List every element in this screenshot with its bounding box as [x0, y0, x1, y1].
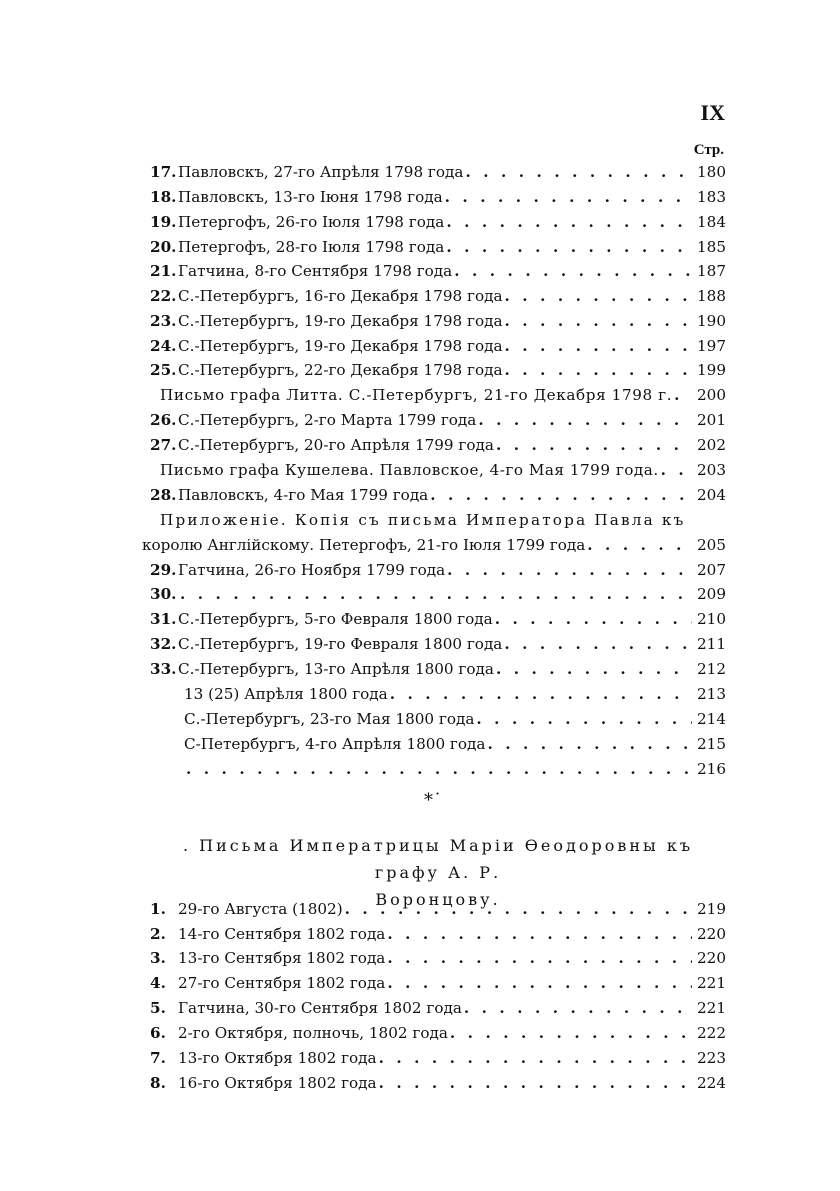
entry-text: Гатчина, 26-го Ноября 1799 года: [178, 561, 446, 579]
entry-text: Павловскъ, 4-го Мая 1799 года: [178, 486, 429, 504]
page-column-header: Стр.: [693, 142, 724, 158]
dot-leader: [496, 433, 692, 457]
dot-leader: [587, 533, 692, 557]
entry-number: 28.: [150, 486, 177, 504]
entry-text: Гатчина, 8-го Сентября 1798 года: [178, 262, 453, 280]
toc-sub-entry: [184, 682, 726, 706]
entry-text: С.-Петербургъ, 5-го Февраля 1800 года: [178, 610, 493, 628]
toc-entry: [150, 483, 726, 507]
dot-leader: [505, 358, 692, 382]
entry-page: 205: [697, 536, 726, 554]
dot-leader: [464, 996, 692, 1020]
entry-text: 2-го Октября, полночь, 1802 года: [178, 1024, 448, 1042]
toc-entry-litta-letter: [160, 383, 726, 407]
entry-page: 200: [697, 386, 726, 404]
entry-text: С-Петербургъ, 4-го Апрѣля 1800 года: [184, 735, 486, 753]
entry-text: 14-го Сентября 1802 года: [178, 925, 386, 943]
entry-page: 220: [697, 925, 726, 943]
entry-page: 222: [697, 1024, 726, 1042]
toc-entry: [150, 284, 726, 308]
toc-entry: [150, 1046, 726, 1070]
entry-page: 212: [697, 660, 726, 678]
dot-leader: [379, 1071, 692, 1095]
toc-entry: [150, 1021, 726, 1045]
toc-entry: [150, 971, 726, 995]
entry-text: Письмо графа Кушелева. Павловское, 4-го Мая 1799 года.: [160, 461, 659, 479]
dot-leader: [504, 632, 692, 656]
toc-entry: [150, 408, 726, 432]
entry-page: 224: [697, 1074, 726, 1092]
entry-text: 13-го Октября 1802 года: [178, 1049, 377, 1067]
page-number: IX: [700, 100, 725, 125]
dot-leader: [450, 1021, 692, 1045]
entry-text: С.-Петербургъ, 22-го Декабря 1798 года: [178, 361, 503, 379]
entry-number: 6.: [150, 1024, 166, 1042]
entry-page: 213: [697, 685, 726, 703]
entry-number: 1.: [150, 900, 166, 918]
entry-page: 199: [697, 361, 726, 379]
entry-number: 7.: [150, 1049, 166, 1067]
toc-entry: [150, 607, 726, 631]
dot-leader: [345, 897, 692, 921]
entry-number: 17.: [150, 163, 177, 181]
entry-number: 19.: [150, 213, 177, 231]
dot-leader: [454, 259, 692, 283]
entry-page: 183: [697, 188, 726, 206]
entry-number: 21.: [150, 262, 177, 280]
entry-text: С.-Петербургъ, 19-го Декабря 1798 года: [178, 337, 503, 355]
toc-entry: [150, 922, 726, 946]
toc-entry: [150, 657, 726, 681]
entry-page: 221: [697, 974, 726, 992]
toc-entry: [150, 259, 726, 283]
dot-leader: [387, 946, 692, 970]
toc-entry: [150, 358, 726, 382]
entry-text: Гатчина, 30-го Сентября 1802 года: [178, 999, 462, 1017]
entry-number: 2.: [150, 925, 166, 943]
appendix-line-1: Приложеніе. Копія съ письма Императора Павла къ: [160, 511, 686, 529]
entry-page: 190: [697, 312, 726, 330]
entry-text: королю Англійскому. Петергофъ, 21-го Іюля 1799 года: [142, 536, 586, 554]
toc-entry: [150, 1071, 726, 1095]
entry-number: 31.: [150, 610, 177, 628]
toc-entry: [150, 160, 726, 184]
entry-text: С.-Петербургъ, 2-го Марта 1799 года: [178, 411, 477, 429]
entry-text: Павловскъ, 13-го Іюня 1798 года: [178, 188, 443, 206]
dot-leader: [446, 210, 692, 234]
entry-page: 211: [697, 635, 726, 653]
entry-number: 27.: [150, 436, 177, 454]
entry-text: 16-го Октября 1802 года: [178, 1074, 377, 1092]
entry-number: 3.: [150, 949, 166, 967]
entry-page: 216: [697, 760, 726, 778]
dot-leader: [505, 284, 692, 308]
entry-page: 184: [697, 213, 726, 231]
entry-number: 4.: [150, 974, 166, 992]
entry-number: 18.: [150, 188, 177, 206]
entry-text: С.-Петербургъ, 13-го Апрѣля 1800 года: [178, 660, 494, 678]
entry-page: 180: [697, 163, 726, 181]
section-title-line-1: . Письма Императрицы Маріи Ѳеодоровны къ графу А. Р.: [183, 836, 693, 882]
toc-entry: [150, 235, 726, 259]
dot-leader: [661, 458, 692, 482]
entry-page: 223: [697, 1049, 726, 1067]
dot-leader: [478, 408, 692, 432]
toc-sub-entry: [184, 707, 726, 731]
entry-page: 219: [697, 900, 726, 918]
entry-page: 201: [697, 411, 726, 429]
entry-text: Петергофъ, 28-го Іюля 1798 года: [178, 238, 445, 256]
toc-entry: [150, 185, 726, 209]
dot-leader: [445, 185, 692, 209]
entry-page: 204: [697, 486, 726, 504]
appendix-line-2: [142, 533, 726, 557]
dot-leader: [674, 383, 692, 407]
entry-number: 32.: [150, 635, 177, 653]
dot-leader: [186, 757, 692, 781]
dot-leader: [387, 971, 692, 995]
toc-entry: [150, 334, 726, 358]
entry-number: 26.: [150, 411, 177, 429]
entry-text: С.-Петербургъ, 19-го Декабря 1798 года: [178, 312, 503, 330]
toc-entry: [150, 433, 726, 457]
entry-page: 187: [697, 262, 726, 280]
dot-leader: [465, 160, 692, 184]
toc-sub-entry: [184, 732, 726, 756]
ornament-asterisk: *˙: [424, 790, 442, 811]
entry-number: 23.: [150, 312, 177, 330]
entry-page: 220: [697, 949, 726, 967]
entry-page: 215: [697, 735, 726, 753]
dot-leader: [505, 309, 692, 333]
entry-number: 24.: [150, 337, 177, 355]
toc-entry: [150, 632, 726, 656]
entry-page: 197: [697, 337, 726, 355]
section-title-line-2: Воронцову.: [375, 890, 501, 909]
dot-leader: [430, 483, 692, 507]
entry-page: 185: [697, 238, 726, 256]
entry-text: 13 (25) Апрѣля 1800 года: [184, 685, 388, 703]
entry-number: 30.: [150, 585, 177, 603]
entry-text: С.-Петербургъ, 20-го Апрѣля 1799 года: [178, 436, 494, 454]
entry-page: 202: [697, 436, 726, 454]
entry-page: 203: [697, 461, 726, 479]
toc-sub-entry: [184, 757, 726, 781]
toc-entry-kushelev-letter: [160, 458, 726, 482]
entry-text: Петергофъ, 26-го Іюля 1798 года: [178, 213, 445, 231]
dot-leader: [496, 657, 692, 681]
entry-number: 33.: [150, 660, 177, 678]
dot-leader: [487, 732, 692, 756]
entry-page: 209: [697, 585, 726, 603]
entry-text: 29-го Августа (1802): [178, 900, 343, 918]
entry-text: С.-Петербургъ, 23-го Мая 1800 года: [184, 710, 475, 728]
entry-text: 13-го Сентября 1802 года: [178, 949, 386, 967]
dot-leader: [447, 558, 692, 582]
entry-text: 27-го Сентября 1802 года: [178, 974, 386, 992]
entry-text: Павловскъ, 27-го Апрѣля 1798 года: [178, 163, 464, 181]
entry-page: 207: [697, 561, 726, 579]
entry-text: Письмо графа Литта. С.-Петербургъ, 21-го Декабря 1798 г.: [160, 386, 673, 404]
dot-leader: [505, 334, 692, 358]
entry-text: С.-Петербургъ, 19-го Февраля 1800 года: [178, 635, 503, 653]
entry-page: 188: [697, 287, 726, 305]
entry-page: 214: [697, 710, 726, 728]
toc-entry: [150, 309, 726, 333]
dot-leader: [476, 707, 692, 731]
entry-number: 8.: [150, 1074, 166, 1092]
dot-leader: [379, 1046, 692, 1070]
toc-entry: [150, 996, 726, 1020]
entry-page: 221: [697, 999, 726, 1017]
entry-number: 29.: [150, 561, 177, 579]
entry-number: 25.: [150, 361, 177, 379]
dot-leader: [495, 607, 692, 631]
dot-leader: [180, 582, 692, 606]
dot-leader: [387, 922, 692, 946]
entry-number: 20.: [150, 238, 177, 256]
entry-page: 210: [697, 610, 726, 628]
toc-entry: [150, 946, 726, 970]
entry-text: С.-Петербургъ, 16-го Декабря 1798 года: [178, 287, 503, 305]
toc-entry: [150, 897, 726, 921]
dot-leader: [390, 682, 692, 706]
dot-leader: [446, 235, 692, 259]
entry-number: 22.: [150, 287, 177, 305]
toc-entry: [150, 558, 726, 582]
toc-entry: [150, 582, 726, 606]
entry-number: 5.: [150, 999, 166, 1017]
toc-entry: [150, 210, 726, 234]
